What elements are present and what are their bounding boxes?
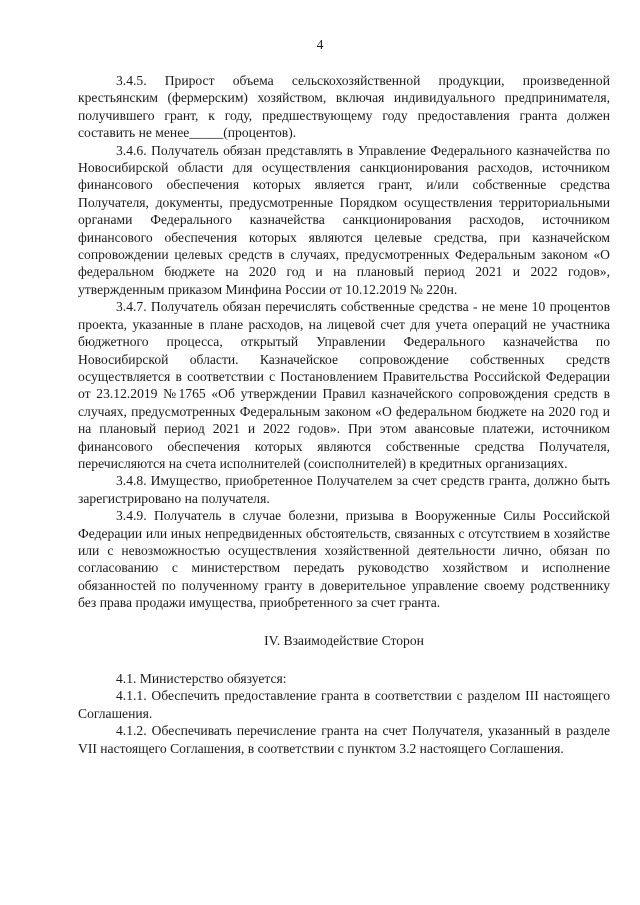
clause-4-1-1: 4.1.1. Обеспечить предоставление гранта в соответствии с разделом III настоящего Соглашения. xyxy=(78,688,610,721)
clause-3-4-6: 3.4.6. Получатель обязан представлять в Управление Федерального казначейства по Новосибирской области для осуществления санкционирования расходов, источником финансового обеспечения которых является грант, и/или собственные средства Получателя, документы, предусмотренные Порядком осуществления территориальными органами Федерального казначейства санкционирования расходов, источником финансового обеспечения которых являются целевые средства, при казначейском сопровождении целевых средств в случаях, предусмотренных Федеральным законом «О федеральном бюджете на 2020 год и на плановый период 2021 и 2022 годов», утвержденным приказом Минфина России от 10.12.2019 № 220н. xyxy=(78,142,610,297)
clause-3-4-7: 3.4.7. Получатель обязан перечислять собственные средства - не мене 10 процентов проекта, указанные в плане расходов, на лицевой счет для учета операций не участника бюджетного процесса, открытый Управлении Федерального казначейства по Новосибирской области. Казначейское сопровождение собственных средств осуществляется в соответствии с Постановлением Правительства Российской Федерации от 23.12.2019 №1765 «Об утверждении Правил казначейского сопровождения средств в случаях, предусмотренных Федеральным законом «О федеральном бюджете на 2020 год и на плановый период 2021 и 2022 годов». При этом авансовые платежи, источником финансового обеспечения которых являются собственные средства Получателя, перечисляются на счета исполнителей (соисполнителей) в кредитных организациях. xyxy=(78,299,610,471)
clause-3-4-8: 3.4.8. Имущество, приобретенное Получателем за счет средств гранта, должно быть зарегистрировано на получателя. xyxy=(78,473,610,506)
clause-4-1-2: 4.1.2. Обеспечивать перечисление гранта на счет Получателя, указанный в разделе VII настоящего Соглашения, в соответствии с пунктом 3.2 настоящего Соглашения. xyxy=(78,723,610,756)
page-number: 4 xyxy=(316,37,324,52)
clause-3-4-5: 3.4.5. Прирост объема сельскохозяйственной продукции, произведенной крестьянским (фермерским) хозяйством, включая индивидуального предпринимателя, получившего грант, к году, предшествующему году предоставления гранта должен составить не менее_____(процентов). xyxy=(78,73,610,141)
document-body xyxy=(78,72,610,757)
clause-3-4-9: 3.4.9. Получатель в случае болезни, призыва в Вооруженные Силы Российской Федерации или иных непредвиденных обстоятельств, связанных с отсутствием в хозяйстве или с невозможностью осуществления хозяйственной деятельности лично, обязан по согласованию с министерством передать руководство хозяйством и исполнение обязанностей по полученному гранту в доверительное управление своему родственнику без права продажи имущества, приобретенного за счет гранта. xyxy=(78,508,610,611)
clause-4-1: 4.1. Министерство обязуется: xyxy=(116,671,287,686)
section-heading: IV. Взаимодействие Сторон xyxy=(264,632,424,648)
